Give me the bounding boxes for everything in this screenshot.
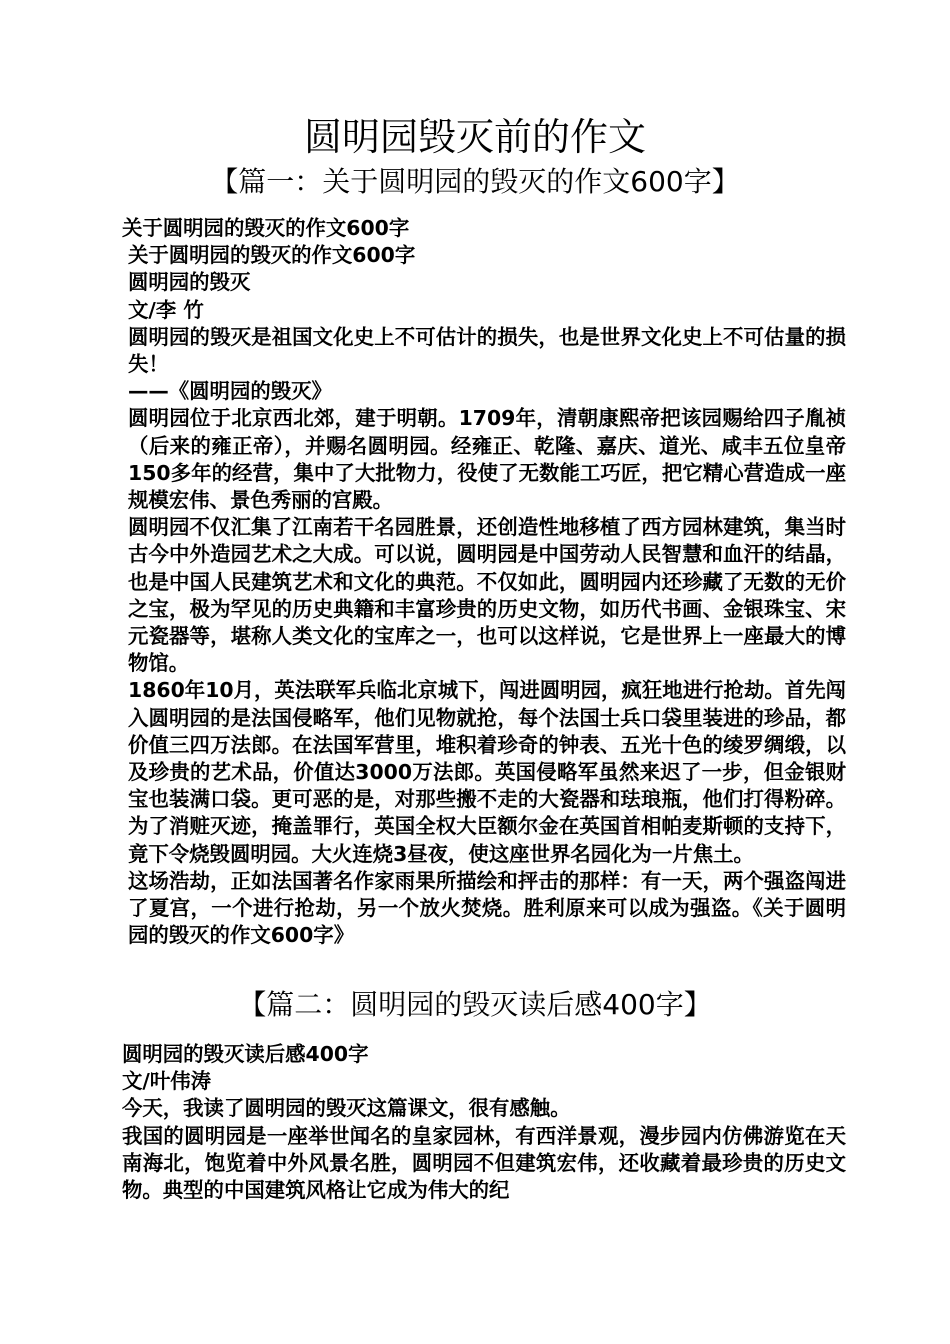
section-2-heading: 【篇二：圆明园的毁灭读后感400字】	[238, 988, 712, 1021]
paragraph: 文/李 竹	[128, 297, 204, 322]
section-2-body	[116, 1041, 846, 1204]
paragraph: 圆明园的毁灭	[128, 270, 251, 295]
paragraph: 今天，我读了圆明园的毁灭这篇课文，很有感触。	[122, 1096, 571, 1121]
section-1-heading: 【篇一：关于圆明园的毁灭的作文600字】	[210, 165, 740, 198]
paragraph: 圆明园不仅汇集了江南若干名园胜景，还创造性地移植了西方园林建筑，集当时古今中外造园艺术之大成。可以说，圆明园是中国劳动人民智慧和血汗的结晶，也是中国人民建筑艺术和文化的典范。不仅如此，圆明园内还珍藏了无数的无价之宝，极为罕见的历史典籍和丰富珍贵的历史文物，如历代书画、金银珠宝、宋元瓷器等，堪称人类文化的宝库之一，也可以这样说，它是世界上一座最大的博物馆。	[128, 515, 846, 676]
paragraph: 圆明园的毁灭读后感400字	[122, 1042, 369, 1066]
section-1-body	[116, 215, 846, 949]
document-title: 圆明园毁灭前的作文	[303, 115, 646, 159]
paragraph: 关于圆明园的毁灭的作文600字	[128, 243, 416, 268]
paragraph: 文/叶伟涛	[122, 1069, 212, 1094]
paragraph: ——《圆明园的毁灭》	[128, 379, 332, 404]
paragraph: 1860年10月，英法联军兵临北京城下，闯进圆明园，疯狂地进行抢劫。首先闯入圆明园的是法国侵略军，他们见物就抢，每个法国士兵口袋里装进的珍品，都价值三四万法郎。在法国军营里，堆积着珍奇的钟表、五光十色的绫罗绸缎，以及珍贵的艺术品，价值达3000万法郎。英国侵略军虽然来迟了一步，但金银财宝也装满口袋。更可恶的是，对那些搬不走的大瓷器和珐琅瓶，他们打得粉碎。为了消赃灭迹，掩盖罪行，英国全权大臣额尔金在英国首相帕麦斯顿的支持下，竟下令烧毁圆明园。大火连烧3昼夜，使这座世界名园化为一片焦土。	[128, 678, 846, 866]
paragraph: 这场浩劫，正如法国著名作家雨果所描绘和抨击的那样：有一天，两个强盗闯进了夏宫，一个进行抢劫，另一个放火焚烧。胜利原来可以成为强盗。《关于圆明园的毁灭的作文600字》	[128, 868, 846, 948]
paragraph: 关于圆明园的毁灭的作文600字	[122, 216, 410, 240]
paragraph: 圆明园位于北京西北郊，建于明朝。1709年，清朝康熙帝把该园赐给四子胤祯（后来的雍正帝），并赐名圆明园。经雍正、乾隆、嘉庆、道光、咸丰五位皇帝150多年的经营，集中了大批物力，役使了无数能工巧匠，把它精心营造成一座规模宏伟、景色秀丽的宫殿。	[128, 406, 846, 513]
paragraph: 圆明园的毁灭是祖国文化史上不可估计的损失，也是世界文化史上不可估量的损失！	[128, 324, 846, 377]
paragraph: 我国的圆明园是一座举世闻名的皇家园林，有西洋景观，漫步园内仿佛游览在天南海北，饱览着中外风景名胜，圆明园不但建筑宏伟，还收藏着最珍贵的历史文物。典型的中国建筑风格让它成为伟大的纪	[122, 1123, 846, 1203]
